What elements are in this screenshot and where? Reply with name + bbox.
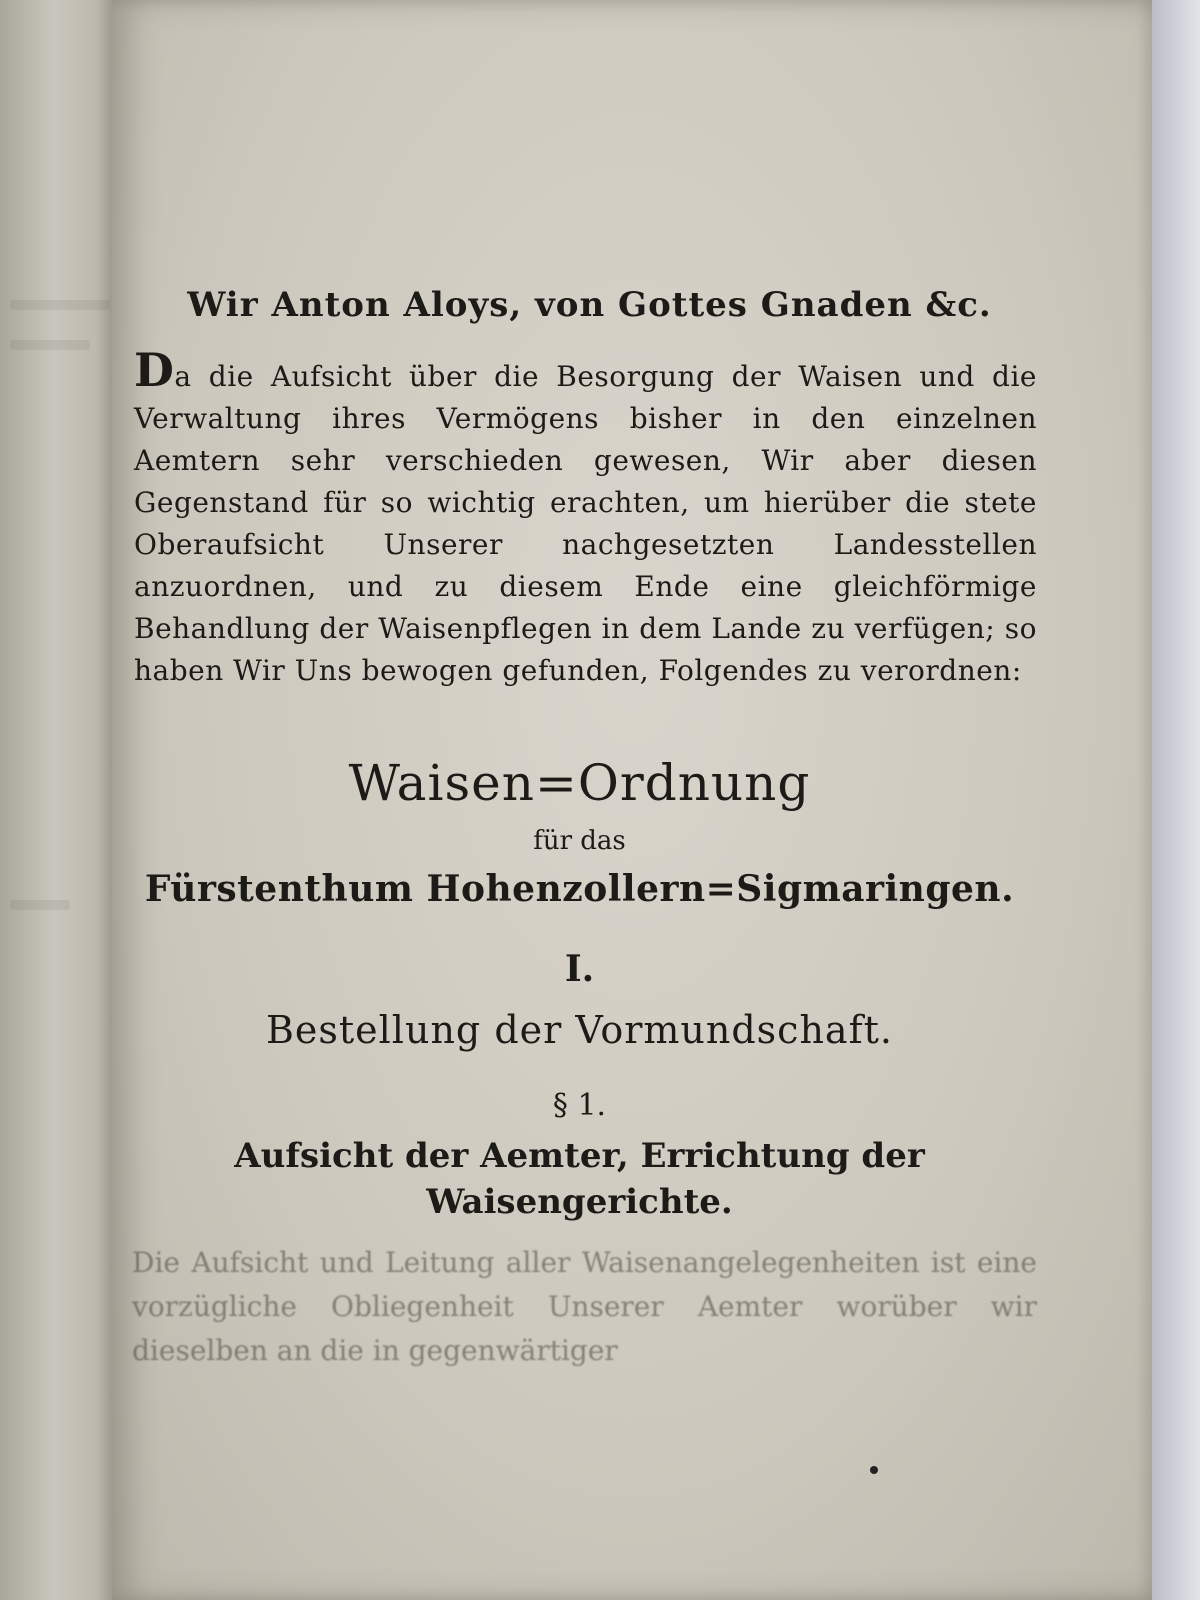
subtitle-connector: für das bbox=[533, 826, 626, 856]
drop-cap: D bbox=[134, 343, 175, 397]
section-number: I. bbox=[564, 948, 595, 990]
bleed-through-mark bbox=[10, 900, 70, 910]
paragraph-number: § 1. bbox=[552, 1088, 607, 1123]
salutation-line: Wir Anton Aloys, von Gottes Gnaden &c. bbox=[187, 285, 992, 325]
previous-page-edge bbox=[0, 0, 120, 1600]
bleed-through-mark bbox=[10, 340, 90, 350]
page-content bbox=[122, 285, 1037, 1373]
section-heading: Bestellung der Vormundschaft. bbox=[265, 1008, 894, 1052]
background-surface bbox=[1150, 0, 1200, 1600]
bleed-through-mark bbox=[10, 300, 110, 310]
preamble-paragraph bbox=[122, 343, 1037, 692]
paragraph-heading: Aufsicht der Aemter, Errichtung der Waisengerichte. bbox=[234, 1136, 925, 1222]
subtitle-territory: Fürstenthum Hohenzollern=Sigmaringen. bbox=[144, 868, 1015, 910]
paragraph-body-text: Die Aufsicht und Leitung aller Waisenangelegenheiten ist eine vorzügliche Obliegenheit Unserer Aemter worüber wir dieselben an die in gegenwärtiger bbox=[132, 1246, 1037, 1367]
document-title: Waisen=Ordnung bbox=[348, 754, 811, 812]
book-page bbox=[112, 0, 1152, 1600]
preamble-text: a die Aufsicht über die Besorgung der Waisen und die Verwaltung ihres Vermögens bisher in den einzelnen Aemtern sehr verschieden gewesen, Wir aber diesen Gegenstand für so wichtig erachten, um hierüber die stete Oberaufsicht Unserer nachgesetzten Landesstellen anzuordnen, und zu diesem Ende eine gleichförmige Behandlung der Waisenpflegen in dem Lande zu verfügen; so haben Wir Uns bewogen gefunden, Folgendes zu verordnen: bbox=[134, 360, 1037, 687]
ink-spot bbox=[870, 1466, 878, 1474]
